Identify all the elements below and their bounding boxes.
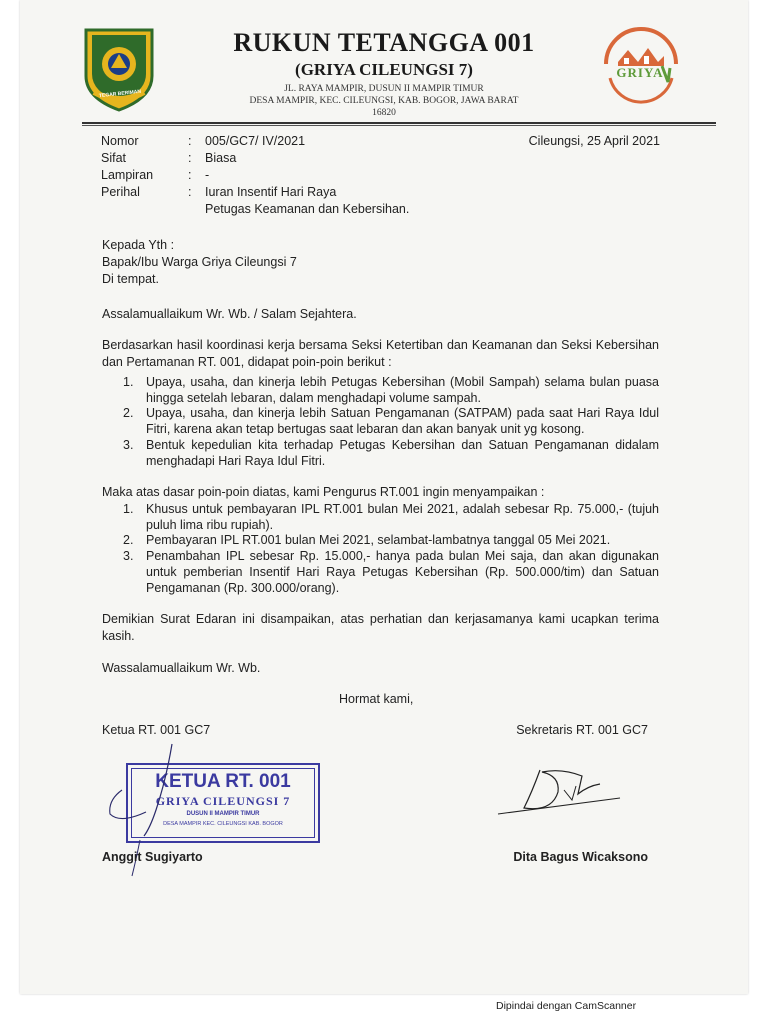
letter-date: Cileungsi, 25 April 2021 <box>528 134 660 148</box>
perihal-label: Perihal <box>101 185 140 199</box>
right-signature <box>492 756 632 826</box>
recipient-line-1: Kepada Yth : <box>102 238 175 252</box>
nomor-value: 005/GC7/ IV/2021 <box>205 134 306 148</box>
stamp-line-1: KETUA RT. 001 <box>155 771 291 792</box>
intro-paragraph: Berdasarkan hasil koordinasi kerja bersama Seksi Ketertiban dan Keamanan dan Seksi Kebersihan dan Pertamanan RT. 001, didapat poin-poin berikut : <box>102 338 659 369</box>
recipient-line-3: Di tempat. <box>102 272 159 286</box>
scanner-watermark: Dipindai dengan CamScanner <box>496 1000 637 1012</box>
lampiran-value: - <box>205 168 210 182</box>
greeting: Assalamuallaikum Wr. Wb. / Salam Sejahtera. <box>102 307 357 321</box>
perihal-colon: : <box>188 185 192 199</box>
point-3-number: 3. <box>123 438 134 452</box>
letterhead-rule-thin <box>82 125 716 126</box>
perihal-value-2: Petugas Keamanan dan Kebersihan. <box>205 202 410 216</box>
point-1-number: 1. <box>123 375 134 389</box>
left-signatory-title: Ketua RT. 001 GC7 <box>102 723 211 737</box>
point2-2-number: 2. <box>123 533 134 547</box>
point-3-text: Bentuk kepedulian kita terhadap Petugas Kebersihan dan Satuan Pengamanan didalam menghadapi Hari Raya Idul Fitri. <box>146 438 659 468</box>
letterhead-title: RUKUN TETANGGA 001 <box>233 28 535 57</box>
letterhead-address-2: DESA MAMPIR, KEC. CILEUNGSI, KAB. BOGOR, JAWA BARAT <box>249 96 519 106</box>
letterhead-subtitle: (GRIYA CILEUNGSI 7) <box>295 60 473 79</box>
stamp-line-4: DESA MAMPIR KEC. CILEUNGSI KAB. BOGOR <box>163 821 283 827</box>
point-1-text: Upaya, usaha, dan kinerja lebih Petugas Kebersihan (Mobil Sampah) selama bulan puasa hingga setelah lebaran, dalam menghadapi volume sampah. <box>146 375 659 405</box>
sifat-label: Sifat <box>101 151 127 165</box>
letterhead-postal-code: 16820 <box>372 108 396 118</box>
perihal-value-1: Iuran Insentif Hari Raya <box>205 185 337 199</box>
point2-1-number: 1. <box>123 502 134 516</box>
letterhead-address-1: JL. RAYA MAMPIR, DUSUN II MAMPIR TIMUR <box>284 84 484 94</box>
farewell: Wassalamuallaikum Wr. Wb. <box>102 661 261 675</box>
right-signatory-name: Dita Bagus Wicaksono <box>513 850 648 864</box>
stamp-line-3: DUSUN II MAMPIR TIMUR <box>186 811 260 817</box>
point2-3-number: 3. <box>123 549 134 563</box>
stamp-line-2: GRIYA CILEUNGSI 7 <box>155 794 291 808</box>
griya-logo-text: GRIYA <box>616 65 664 80</box>
point-2-number: 2. <box>123 406 134 420</box>
right-signatory-title: Sekretaris RT. 001 GC7 <box>516 723 648 737</box>
letterhead-rule <box>82 122 716 124</box>
lampiran-label: Lampiran <box>101 168 154 182</box>
closing-paragraph: Demikian Surat Edaran ini disampaikan, atas perhatian dan kerjasamanya kami ucapkan terima kasih. <box>102 612 659 643</box>
regards: Hormat kami, <box>339 692 414 706</box>
point2-1-text: Khusus untuk pembayaran IPL RT.001 bulan Mei 2021, adalah sebesar Rp. 75.000,- (tujuh puluh lima ribu rupiah). <box>146 502 659 532</box>
sifat-colon: : <box>188 151 192 165</box>
point2-3-text: Penambahan IPL sebesar Rp. 15.000,- hanya pada bulan Mei saja, dan akan digunakan untuk pemberian Insentif Hari Raya Petugas Kebersihan (Rp. 500.000/tim) dan Satuan Pengamanan (Rp. 300.000/orang). <box>146 549 659 595</box>
lampiran-colon: : <box>188 168 192 182</box>
point2-2-text: Pembayaran IPL RT.001 bulan Mei 2021, selambat-lambatnya tanggal 05 Mei 2021. <box>146 533 611 547</box>
regency-logo-motto: TEGAR BERIMAN <box>98 88 142 100</box>
nomor-label: Nomor <box>101 134 139 148</box>
intro-2: Maka atas dasar poin-poin diatas, kami Pengurus RT.001 ingin menyampaikan : <box>102 485 545 499</box>
nomor-colon: : <box>188 134 192 148</box>
recipient-line-2: Bapak/Ibu Warga Griya Cileungsi 7 <box>102 255 297 269</box>
left-signatory-name: Anggit Sugiyarto <box>102 850 203 864</box>
point-2-text: Upaya, usaha, dan kinerja lebih Satuan Pengamanan (SATPAM) pada saat Hari Raya Idul Fitri, karena akan tetap bertugas saat lebaran dan akan banyak unit yg kosong. <box>146 406 659 436</box>
sifat-value: Biasa <box>205 151 237 165</box>
